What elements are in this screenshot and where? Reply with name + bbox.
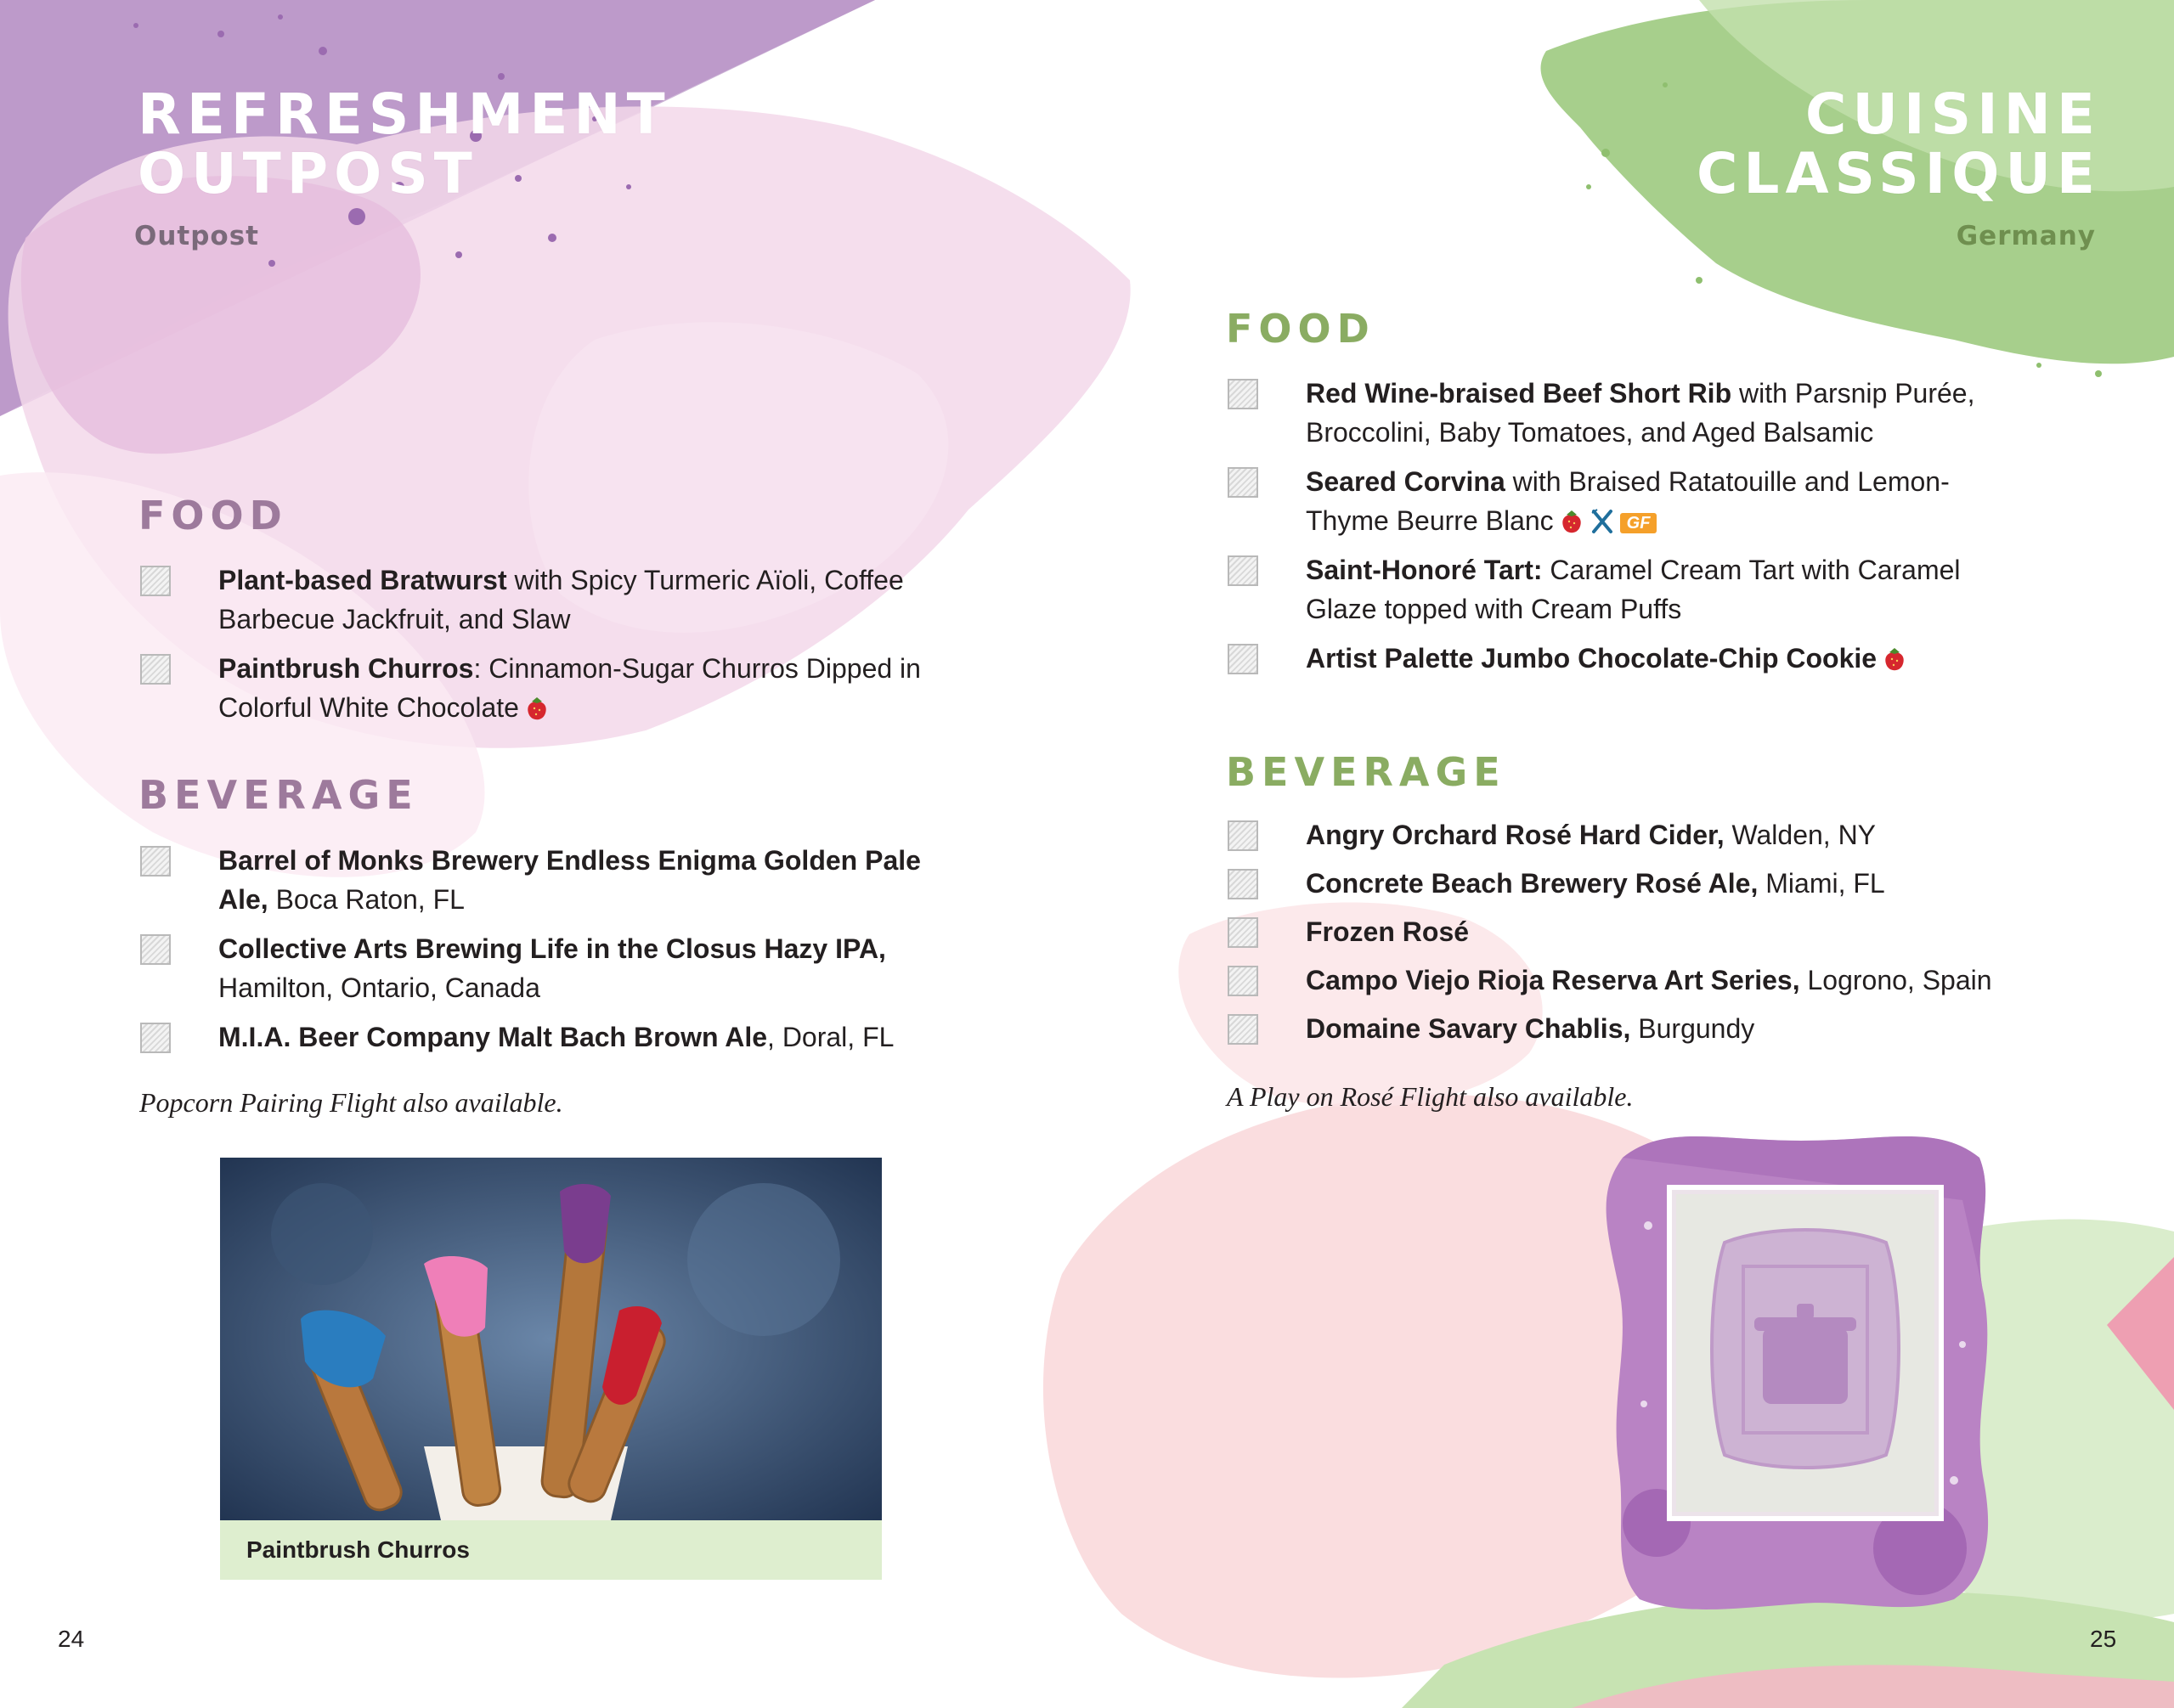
- item-name: Angry Orchard Rosé Hard Cider,: [1306, 820, 1725, 850]
- left-food-list: [140, 561, 956, 727]
- item-desc: Walden, NY: [1724, 820, 1877, 850]
- item-name: Seared Corvina: [1306, 466, 1505, 497]
- left-page-title: [138, 82, 671, 206]
- right-page-title: [1696, 82, 2101, 206]
- checkbox[interactable]: [1228, 467, 1258, 498]
- checkbox[interactable]: [1228, 644, 1258, 674]
- item-name: Campo Viejo Rioja Reserva Art Series,: [1306, 965, 1800, 995]
- list-item: [1228, 550, 2128, 629]
- churros-photo: [220, 1158, 882, 1520]
- right-page-subtitle: Germany: [1956, 221, 2096, 251]
- item-name: M.I.A. Beer Company Malt Bach Brown Ale: [218, 1022, 768, 1052]
- strawberry-icon: [1559, 508, 1584, 535]
- checkbox[interactable]: [1228, 1014, 1258, 1045]
- item-desc: Glaze topped with Cream Puffs: [1306, 594, 1682, 624]
- checkbox[interactable]: [1228, 379, 1258, 409]
- left-food-heading: FOOD: [138, 493, 288, 538]
- item-name: Barrel of Monks Brewery Endless Enigma Golden Pale: [218, 845, 921, 876]
- list-item: [140, 649, 956, 727]
- checkbox[interactable]: [1228, 820, 1258, 851]
- checkbox[interactable]: [140, 566, 171, 596]
- item-name: Collective Arts Brewing Life in the Closus Hazy IPA,: [218, 933, 886, 964]
- list-item: [1228, 912, 2145, 951]
- photo-caption: Paintbrush Churros: [220, 1520, 882, 1580]
- pot-icon: [1754, 1304, 1856, 1404]
- item-desc: Miami, FL: [1758, 868, 1885, 899]
- checkbox[interactable]: [140, 934, 171, 965]
- left-note: Popcorn Pairing Flight also available.: [139, 1087, 563, 1118]
- item-name: Saint-Honoré Tart:: [1306, 555, 1543, 585]
- right-food-heading: FOOD: [1226, 306, 1375, 352]
- checkbox[interactable]: [1228, 917, 1258, 948]
- item-name: Red Wine-braised Beef Short Rib: [1306, 378, 1732, 409]
- item-desc: , Doral, FL: [767, 1022, 895, 1052]
- item-desc: with Parsnip Purée,: [1731, 378, 1975, 409]
- right-food-list: [1228, 374, 2128, 678]
- item-desc: : Cinnamon-Sugar Churros Dipped in: [473, 653, 921, 684]
- list-item: [1228, 961, 2145, 1000]
- item-name: Ale,: [218, 884, 268, 915]
- item-name: Paintbrush Churros: [218, 653, 474, 684]
- list-item: [140, 1017, 956, 1057]
- item-desc: with Spicy Turmeric Aïoli, Coffee: [506, 565, 904, 595]
- gluten-free-badge: GF: [1620, 513, 1657, 533]
- item-desc: Broccolini, Baby Tomatoes, and Aged Balsamic: [1306, 417, 1874, 448]
- left-beverage-heading: BEVERAGE: [138, 772, 419, 818]
- item-name: Frozen Rosé: [1306, 916, 1470, 947]
- checkbox[interactable]: [140, 1023, 171, 1053]
- list-item: [140, 841, 956, 919]
- item-desc: Hamilton, Ontario, Canada: [218, 972, 540, 1003]
- item-desc: Colorful White Chocolate: [218, 692, 519, 723]
- item-name: Domaine Savary Chablis,: [1306, 1013, 1631, 1044]
- left-beverage-list: [140, 841, 956, 1057]
- checkbox[interactable]: [140, 846, 171, 877]
- item-desc: Thyme Beurre Blanc: [1306, 505, 1554, 536]
- left-page-number: 24: [58, 1626, 85, 1652]
- item-desc: Logrono, Spain: [1799, 965, 1992, 995]
- right-note: A Play on Rosé Flight also available.: [1227, 1081, 1634, 1112]
- checkbox[interactable]: [1228, 966, 1258, 996]
- item-desc: with Braised Ratatouille and Lemon-: [1505, 466, 1950, 497]
- item-name: Concrete Beach Brewery Rosé Ale,: [1306, 868, 1759, 899]
- checkbox[interactable]: [140, 654, 171, 685]
- picture-frame-illustration: [1597, 1124, 2005, 1616]
- right-page-number: 25: [2090, 1626, 2117, 1652]
- right-title-line-2: CLASSIQUE: [1696, 141, 2101, 206]
- right-beverage-heading: BEVERAGE: [1226, 749, 1506, 795]
- item-desc: Barbecue Jackfruit, and Slaw: [218, 604, 571, 634]
- list-item: [1228, 374, 2128, 452]
- fork-knife-icon: [1590, 508, 1615, 535]
- checkbox[interactable]: [1228, 869, 1258, 899]
- list-item: [140, 929, 956, 1007]
- item-name: Artist Palette Jumbo Chocolate-Chip Cookie: [1306, 643, 1878, 674]
- item-name: Plant-based Bratwurst: [218, 565, 507, 595]
- list-item: [1228, 462, 2128, 540]
- item-desc: Boca Raton, FL: [268, 884, 465, 915]
- left-title-line-2: OUTPOST: [138, 141, 478, 206]
- list-item: [1228, 1009, 2145, 1048]
- list-item: [1228, 815, 2145, 854]
- list-item: [140, 561, 956, 639]
- item-desc: Caramel Cream Tart with Caramel: [1542, 555, 1961, 585]
- strawberry-icon: [524, 695, 550, 722]
- list-item: [1228, 639, 2128, 678]
- right-title-line-1: CUISINE: [1805, 82, 2101, 147]
- right-beverage-list: [1228, 815, 2145, 1048]
- left-page-subtitle: Outpost: [134, 221, 259, 251]
- list-item: [1228, 864, 2145, 903]
- strawberry-icon: [1882, 645, 1907, 673]
- left-title-line-1: REFRESHMENT: [138, 82, 671, 147]
- checkbox[interactable]: [1228, 555, 1258, 586]
- item-desc: Burgundy: [1630, 1013, 1755, 1044]
